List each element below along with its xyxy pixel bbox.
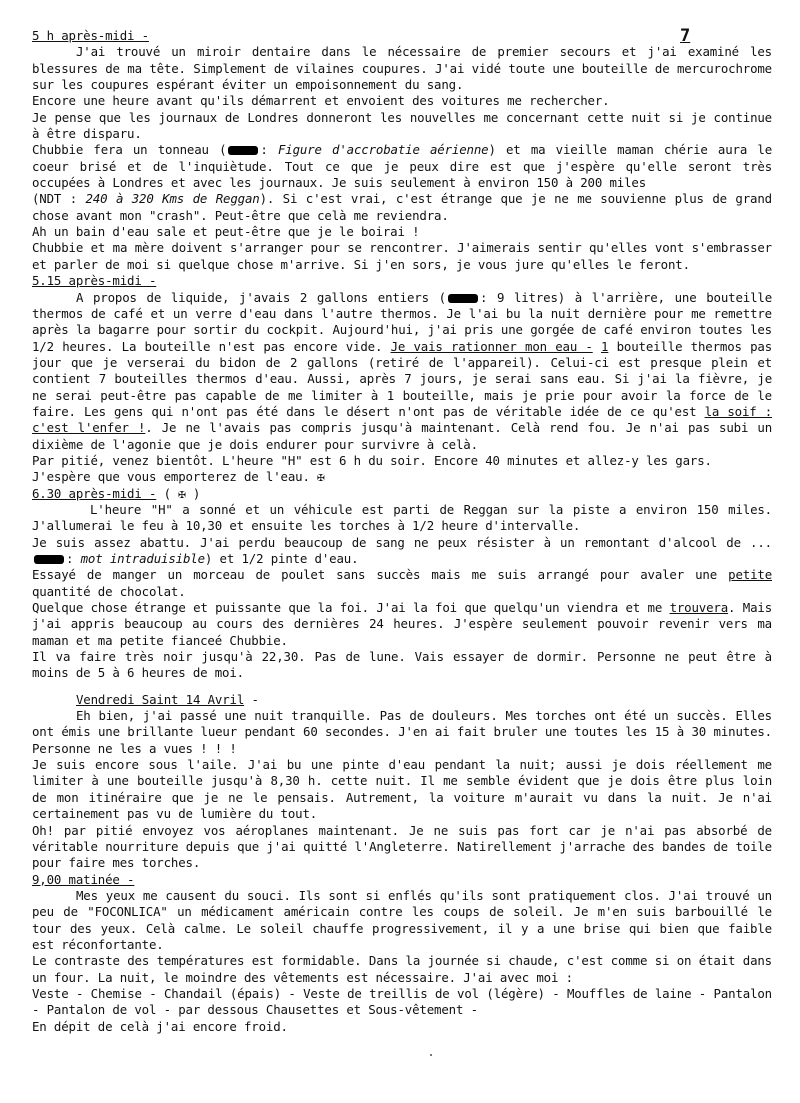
heading-text: 6.30 après-midi - — [32, 485, 157, 501]
redaction-mark — [228, 146, 258, 155]
paragraph: Encore une heure avant qu'ils démarrent et envoient des voitures me rechercher. — [32, 93, 610, 109]
paragraph: Veste - Chemise - Chandail (épais) - Veste de treillis de vol (légère) - Mouffles de laine - Pantalon - Pantalon de vol - par dessous Chausettes et Sous-vêtement - — [32, 985, 772, 1018]
entry-heading-9h: 9,00 matinée - — [32, 871, 135, 887]
paragraph: Par pitié, venez bientôt. L'heure "H" est 6 h du soir. Encore 40 minutes et allez-y les gars. — [32, 452, 712, 468]
paragraph — [32, 191, 772, 224]
paragraph: J'ai trouvé un miroir dentaire dans le nécessaire de premier secours et j'ai examiné les blessures de ma tête. Simplement de vilaines coupures. J'ai vidé toute une bouteille de mercurochrome sur les coupures espérant éviter un empoisonnement du sang. — [32, 44, 772, 93]
text: : — [260, 142, 278, 158]
paragraph: Mes yeux me causent du souci. Ils sont si enflés qu'ils sont pratiquement clos. J'ai trouvé un peu de "FOCONLICA" un médicament américain contre les coups de soleil. Je m'en suis barbouillé le tour des yeux. Celà calme. Le soleil chauffe progressivement, il y a une brise qui bien que faible est réconfortante. — [32, 887, 772, 952]
diary-page — [32, 28, 772, 1035]
paragraph: Je pense que les journaux de Londres donneront les nouvelles me concernant cette nuit si je continue à être disparu. — [32, 109, 772, 142]
text: J'espère que vous emporterez de l'eau. — [32, 469, 310, 485]
translator-note: mot intraduisible — [80, 551, 205, 566]
text: : 9 litres) à l'arrière, une bouteille thermos de café et un verre d'eau dans l'autre thermos. Je l'ai bu la nuit dernière pour me remettre après la bagarre pour sortir du cockpit. Aujourd'hui, j'ai pris une gorgée de café environ toutes les 1/2 heures. La bouteille n'est pas encore vide. — [32, 289, 773, 354]
paragraph: Eh bien, j'ai passé une nuit tranquille. Pas de douleurs. Mes torches ont été un succès. Elles ont émis une brillante lueur pendant 60 secondes. J'en ai fait bruler une toutes les 15 à 30 minutes. Personne ne les a vues ! ! ! — [32, 708, 772, 756]
text: Je suis assez abattu. J'ai perdu beaucoup de sang ne peux résister à un remontant d'alcool de ... — [32, 534, 772, 550]
text: ). Si c'est vrai, c'est étrange que je ne me souvienne plus de grand chose avant mon "crash". Peut-être que celà me reviendra. — [32, 191, 772, 223]
heading-text: Vendredi Saint 14 Avril — [76, 691, 245, 707]
entry-heading-5h: 5 h après-midi - — [32, 28, 149, 43]
text: : — [66, 551, 81, 566]
text: (NDT : — [32, 191, 86, 207]
text: A propos de liquide, j'avais 2 gallons entiers ( — [76, 289, 446, 305]
paragraph — [32, 469, 772, 485]
paragraph: Je suis encore sous l'aile. J'ai bu une pinte d'eau pendant la nuit; aussi je dois réellement me limiter à une bouteille jusqu'à 8,30 h. cette nuit. Il me semble évident que je dois être plus loin de mon itinéraire que je ne le pensais. Autrement, la voiture m'aurait vu dans la nuit. Je n'ai certainement pas vu de lumière du tout. — [32, 757, 772, 822]
paragraph — [32, 535, 772, 568]
redaction-mark — [34, 555, 64, 564]
entry-heading-good-friday — [32, 692, 772, 708]
redaction-mark — [448, 294, 478, 303]
underlined-text: Je vais rationner mon eau - — [390, 338, 593, 354]
translator-note: Figure d'accrobatie aérienne — [277, 142, 489, 158]
paragraph: Le contraste des températures est formidable. Dans la journée si chaude, c'est comme si on était dans un four. La nuit, le moindre des vêtements est nécessaire. J'ai avec moi : — [32, 953, 772, 985]
paragraph: Ah un bain d'eau sale et peut-être que je le boirai ! — [32, 224, 420, 240]
underlined-text: trouvera — [669, 600, 729, 616]
cross-mark: ✠ — [317, 469, 325, 485]
entry-heading-515: 5.15 après-midi - — [32, 273, 157, 289]
paragraph — [32, 600, 772, 649]
paragraph — [32, 290, 772, 453]
underlined-text: 1 — [601, 338, 609, 354]
entry-heading-630 — [32, 486, 772, 502]
page-number: 7 — [680, 26, 691, 46]
heading-dash: - — [244, 691, 259, 707]
underlined-text: la soif : c'est l'enfer ! — [32, 403, 772, 436]
paragraph — [32, 567, 772, 600]
speck — [430, 1054, 432, 1056]
paragraph — [32, 142, 772, 191]
text: quantité de chocolat. — [32, 583, 186, 599]
text: ) et ma vieille maman chérie aura le coeur brisé et de l'inquiètude. Tout ce que je peux dire est que j'espère qu'elle seront très occupées à Londres et avec les journaux. Je suis seulement à environ 150 à 200 miles — [32, 142, 773, 191]
translator-note: 240 à 320 Kms de Reggan — [85, 191, 260, 207]
text: . Je ne l'avais pas compris jusqu'à maintenant. Celà rend fou. Je n'ai pas subi un dixième de l'agonie que je dois endurer pour survivre à celà. — [32, 420, 772, 452]
text: ) et 1/2 pinte d'eau. — [204, 551, 359, 566]
text: bouteille thermos pas jour que je verserai du bidon de 2 gallons (retiré de l'appareil). Celui-ci est presque plein et contient 7 bouteilles thermos d'eau. Aussi, après 7 jours, je serai sans eau. Si j'ai la fièvre, je ne serai peut-être pas capable de me limiter à 1 bouteille, mais je prie pour avoir la force de le faire. Les gens qui n'ont pas été dans le désert n'ont pas de véritable idée de ce qu'est — [32, 338, 773, 419]
paragraph: Oh! par pitié envoyez vos aéroplanes maintenant. Je ne suis pas fort car je n'ai pas absorbé de véritable nourriture depuis que j'ai quitté l'Angleterre. Natirellement j'arrache des bandes de toile pour faire mes torches. — [32, 822, 772, 871]
text: Quelque chose étrange et puissante que la foi. J'ai la foi que quelqu'un viendra et me — [32, 600, 663, 616]
text: . Mais j'ai appris beaucoup au cours des dernières 24 heures. J'espère seulement pouvoir revenir vers ma maman et ma petite fianceé Chubbie. — [32, 600, 773, 648]
paragraph: Il va faire très noir jusqu'à 22,30. Pas de lune. Vais essayer de dormir. Personne ne peut être à moins de 5 à 6 heures de moi. — [32, 649, 772, 681]
cross-mark: ( ✠ ) — [163, 485, 201, 501]
text: Chubbie fera un tonneau ( — [32, 142, 227, 158]
paragraph: En dépit de celà j'ai encore froid. — [32, 1018, 288, 1034]
text: Essayé de manger un morceau de poulet sans succès mais me suis arrangé pour avaler une — [32, 567, 718, 583]
underlined-text: petite — [728, 567, 772, 583]
paragraph: L'heure "H" a sonné et un véhicule est parti de Reggan sur la piste a environ 150 miles. J'allumerai le feu à 10,30 et ensuite les torches à 1/2 heure d'intervalle. — [32, 501, 772, 534]
paragraph: Chubbie et ma mère doivent s'arranger pour se rencontrer. J'aimerais sentir qu'elles vont s'embrasser et parler de moi si quelque chose m'arrive. Si j'en sors, je vous jure qu'elles le feront. — [32, 240, 772, 272]
spacer — [32, 682, 772, 692]
